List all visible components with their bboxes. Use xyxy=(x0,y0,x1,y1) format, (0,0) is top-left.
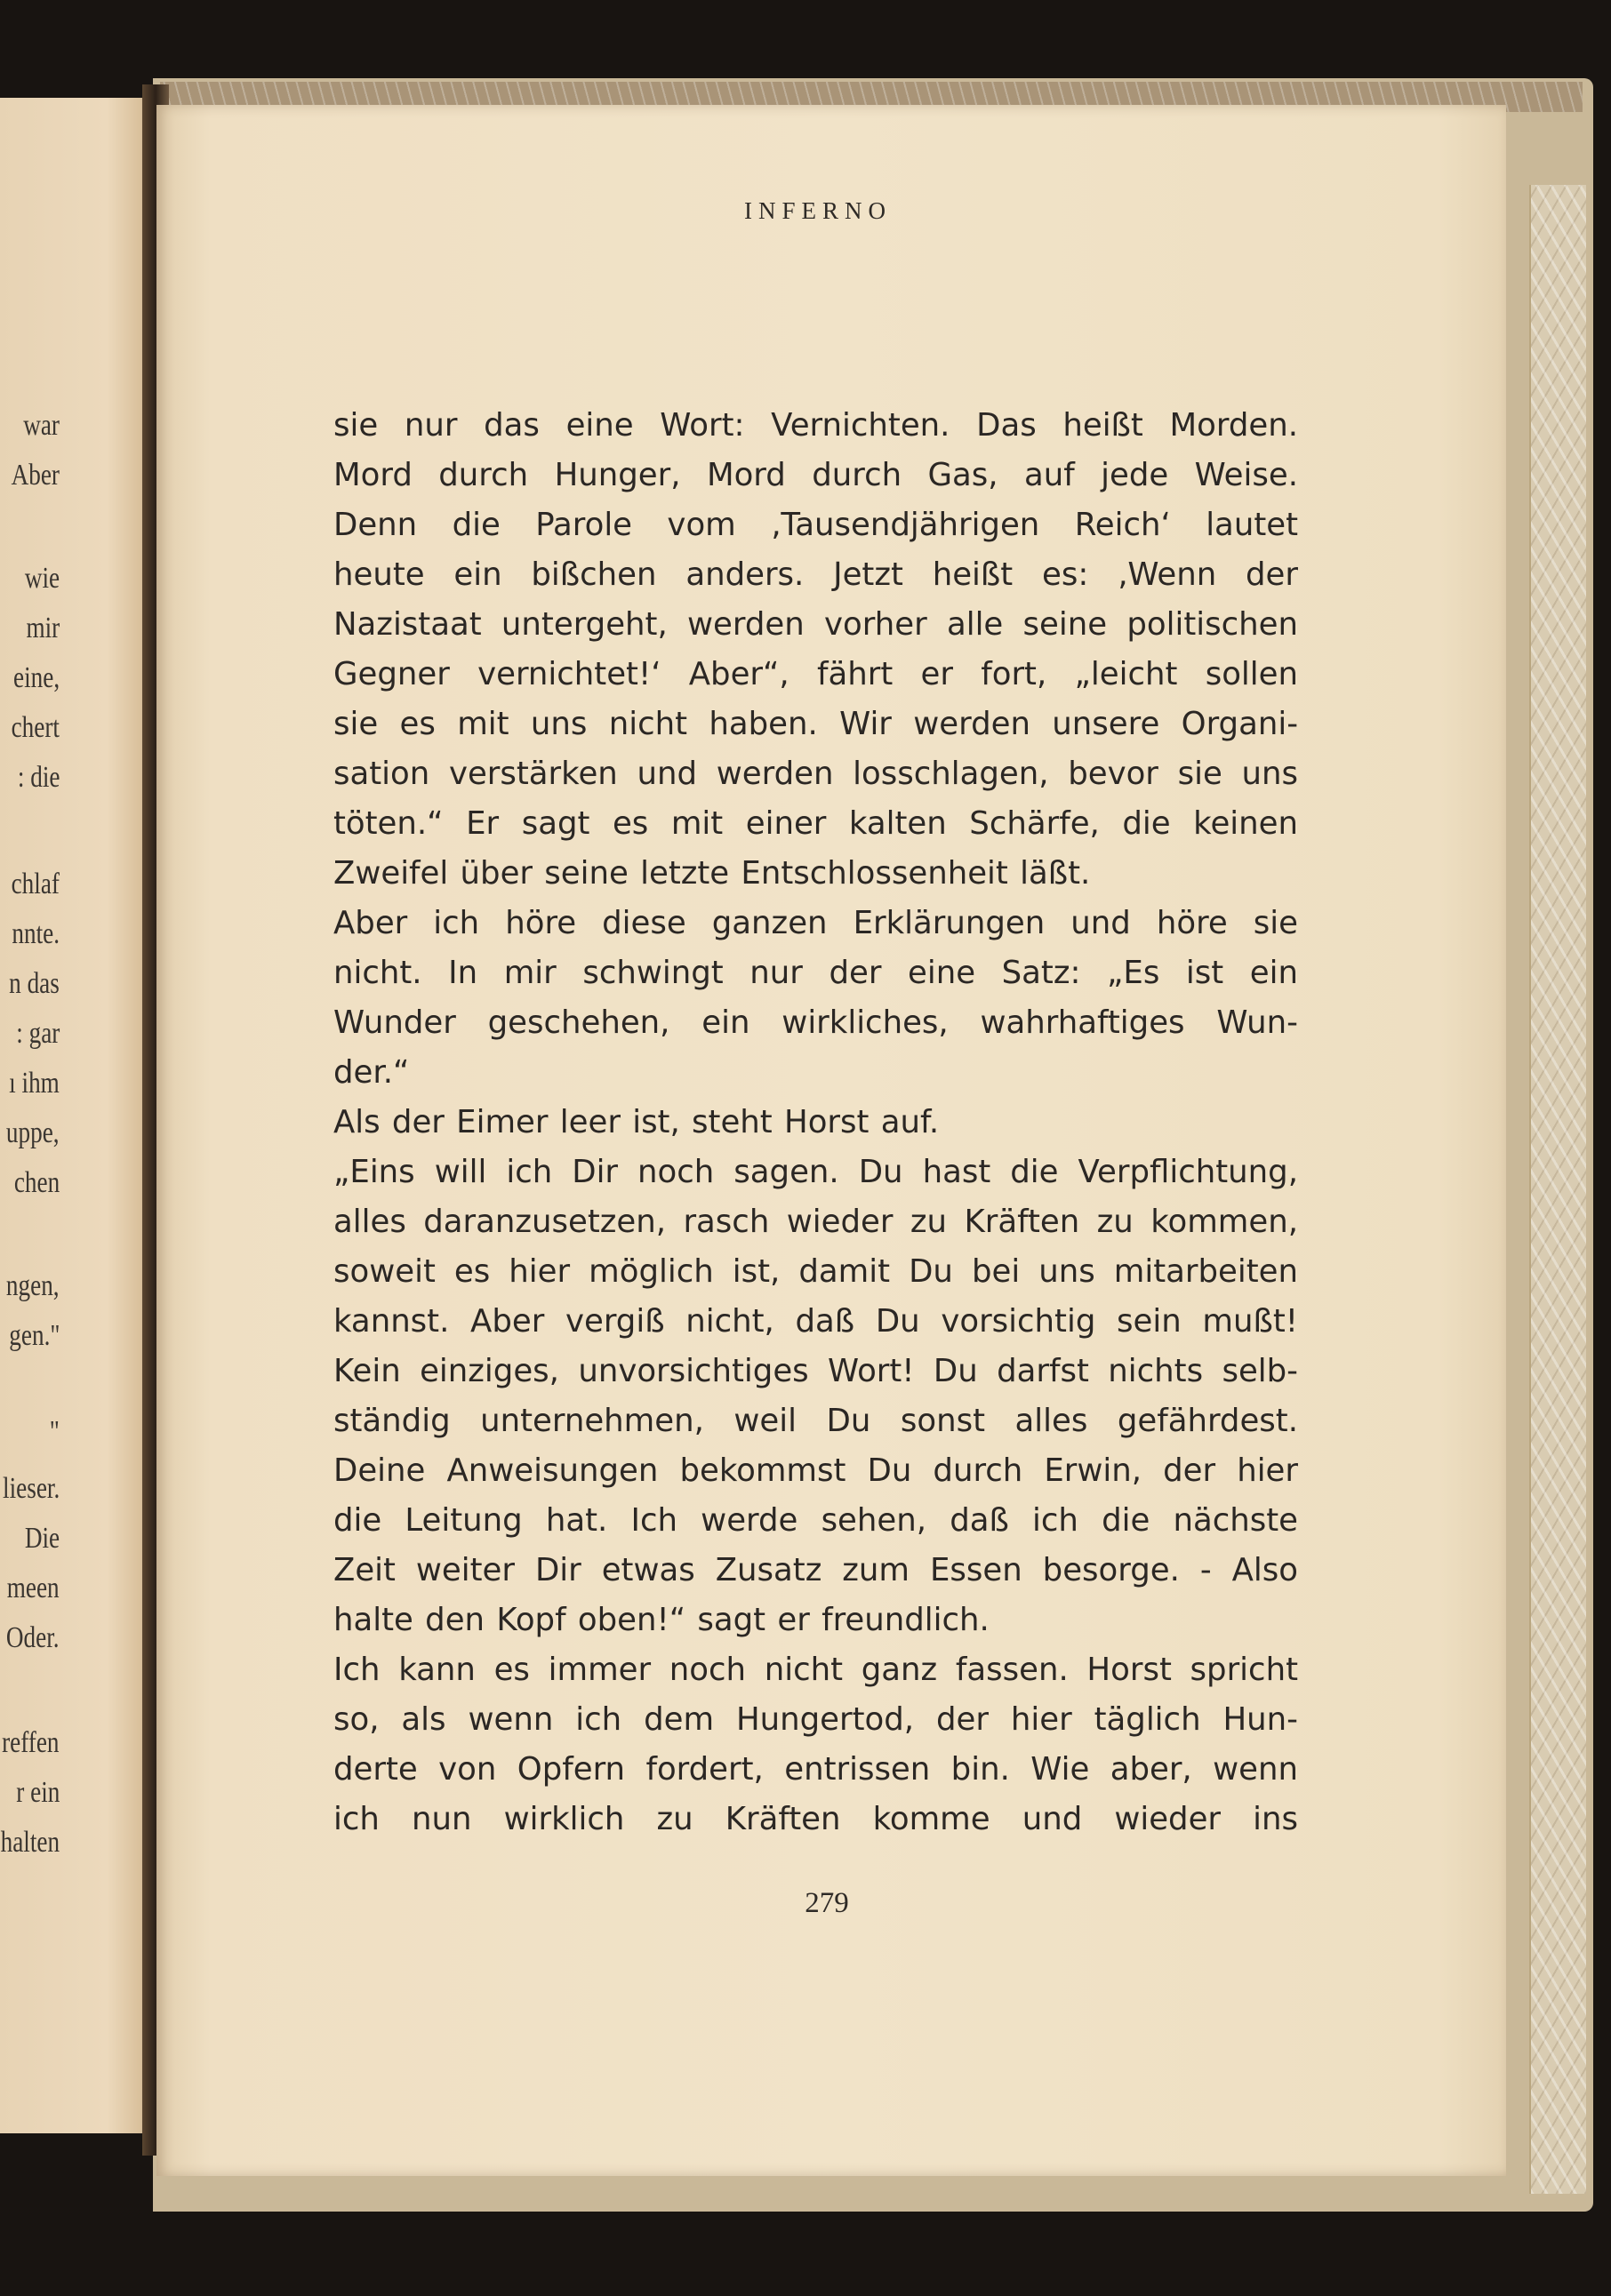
text-line: ständig unternehmen, weil Du sonst alles gefährdest. xyxy=(333,1403,1298,1439)
left-facing-page xyxy=(0,98,153,2133)
text-line: Nazistaat untergeht, werden vorher alle seine politischen xyxy=(333,606,1298,643)
text-line: Gegner vernichtet!‘ Aber“, fährt er fort, „leicht sollen xyxy=(333,656,1298,692)
left-fragment: gen." xyxy=(8,1319,60,1352)
text-line: die Leitung hat. Ich werde sehen, daß ich die nächste xyxy=(333,1502,1298,1539)
text-line: sie nur das eine Wort: Vernichten. Das heißt Morden. xyxy=(333,407,1298,444)
left-fragment: Die xyxy=(24,1522,60,1555)
text-line: soweit es hier möglich ist, damit Du bei uns mitarbeiten xyxy=(333,1253,1298,1290)
left-fragment: " xyxy=(49,1415,60,1448)
page-number: 279 xyxy=(805,1887,849,1919)
left-fragment: ı ihm xyxy=(9,1067,60,1100)
text-line: derte von Opfern fordert, entrissen bin. Wie aber, wenn xyxy=(333,1751,1298,1788)
text-line: sation verstärken und werden losschlagen, bevor sie uns xyxy=(333,756,1298,792)
text-line: Denn die Parole vom ‚Tausendjährigen Reich‘ lautet xyxy=(333,507,1298,543)
text-line: Mord durch Hunger, Mord durch Gas, auf jede Weise. xyxy=(333,457,1298,493)
running-head: INFERNO xyxy=(743,197,892,224)
text-line: töten.“ Er sagt es mit einer kalten Schärfe, die keinen xyxy=(333,805,1298,842)
left-fragment: lieser. xyxy=(2,1472,60,1505)
text-line: Zeit weiter Dir etwas Zusatz zum Essen besorge. - Also xyxy=(333,1552,1298,1588)
text-line: kannst. Aber vergiß nicht, daß Du vorsichtig sein mußt! xyxy=(333,1303,1298,1340)
left-fragment: : gar xyxy=(15,1017,60,1050)
text-line: „Eins will ich Dir noch sagen. Du hast die Verpflichtung, xyxy=(333,1154,1298,1190)
text-line: Aber ich höre diese ganzen Erklärungen und höre sie xyxy=(333,905,1298,941)
left-fragment: Aber xyxy=(11,459,60,492)
text-line: ich nun wirklich zu Kräften komme und wieder ins xyxy=(333,1801,1298,1837)
text-line: Ich kann es immer noch nicht ganz fassen. Horst spricht xyxy=(333,1652,1298,1688)
left-fragment: eine, xyxy=(12,661,60,694)
left-fragment: war xyxy=(23,409,60,442)
left-fragment: wie xyxy=(24,562,60,595)
text-line: alles daranzusetzen, rasch wieder zu Kräften zu kommen, xyxy=(333,1204,1298,1240)
left-fragment: n das xyxy=(9,967,60,1000)
left-fragment: reffen xyxy=(2,1726,60,1759)
left-fragment: chlaf xyxy=(11,868,60,900)
text-line: Deine Anweisungen bekommst Du durch Erwin, der hier xyxy=(333,1452,1298,1489)
page-edge-texture xyxy=(1529,185,1586,2194)
text-line: der.“ xyxy=(333,1054,410,1091)
left-fragment: mir xyxy=(26,612,60,644)
text-line: halte den Kopf oben!“ sagt er freundlich. xyxy=(333,1602,990,1638)
text-line: sie es mit uns nicht haben. Wir werden unsere Organi- xyxy=(333,706,1298,742)
text-line: Wunder geschehen, ein wirkliches, wahrhaftiges Wun- xyxy=(333,1004,1298,1041)
left-fragment: Oder. xyxy=(6,1621,60,1654)
left-fragment: chert xyxy=(11,711,60,744)
left-fragment: halten xyxy=(0,1826,60,1859)
left-fragment: : die xyxy=(17,761,60,794)
text-line: heute ein bißchen anders. Jetzt heißt es: ‚Wenn der xyxy=(333,556,1298,593)
text-line: so, als wenn ich dem Hungertod, der hier täglich Hun- xyxy=(333,1701,1298,1738)
text-line: Als der Eimer leer ist, steht Horst auf. xyxy=(333,1104,940,1140)
left-fragment: chen xyxy=(13,1166,60,1199)
text-line: Zweifel über seine letzte Entschlossenheit läßt. xyxy=(333,855,1091,892)
text-line: nicht. In mir schwingt nur der eine Satz: „Es ist ein xyxy=(333,955,1298,991)
left-fragment: ngen, xyxy=(6,1269,60,1302)
left-fragment: nnte. xyxy=(12,917,60,950)
left-fragment: uppe, xyxy=(6,1116,60,1149)
text-line: Kein einziges, unvorsichtiges Wort! Du darfst nichts selb- xyxy=(333,1353,1298,1389)
left-fragment: meen xyxy=(7,1572,60,1604)
left-fragment: r ein xyxy=(15,1776,60,1809)
